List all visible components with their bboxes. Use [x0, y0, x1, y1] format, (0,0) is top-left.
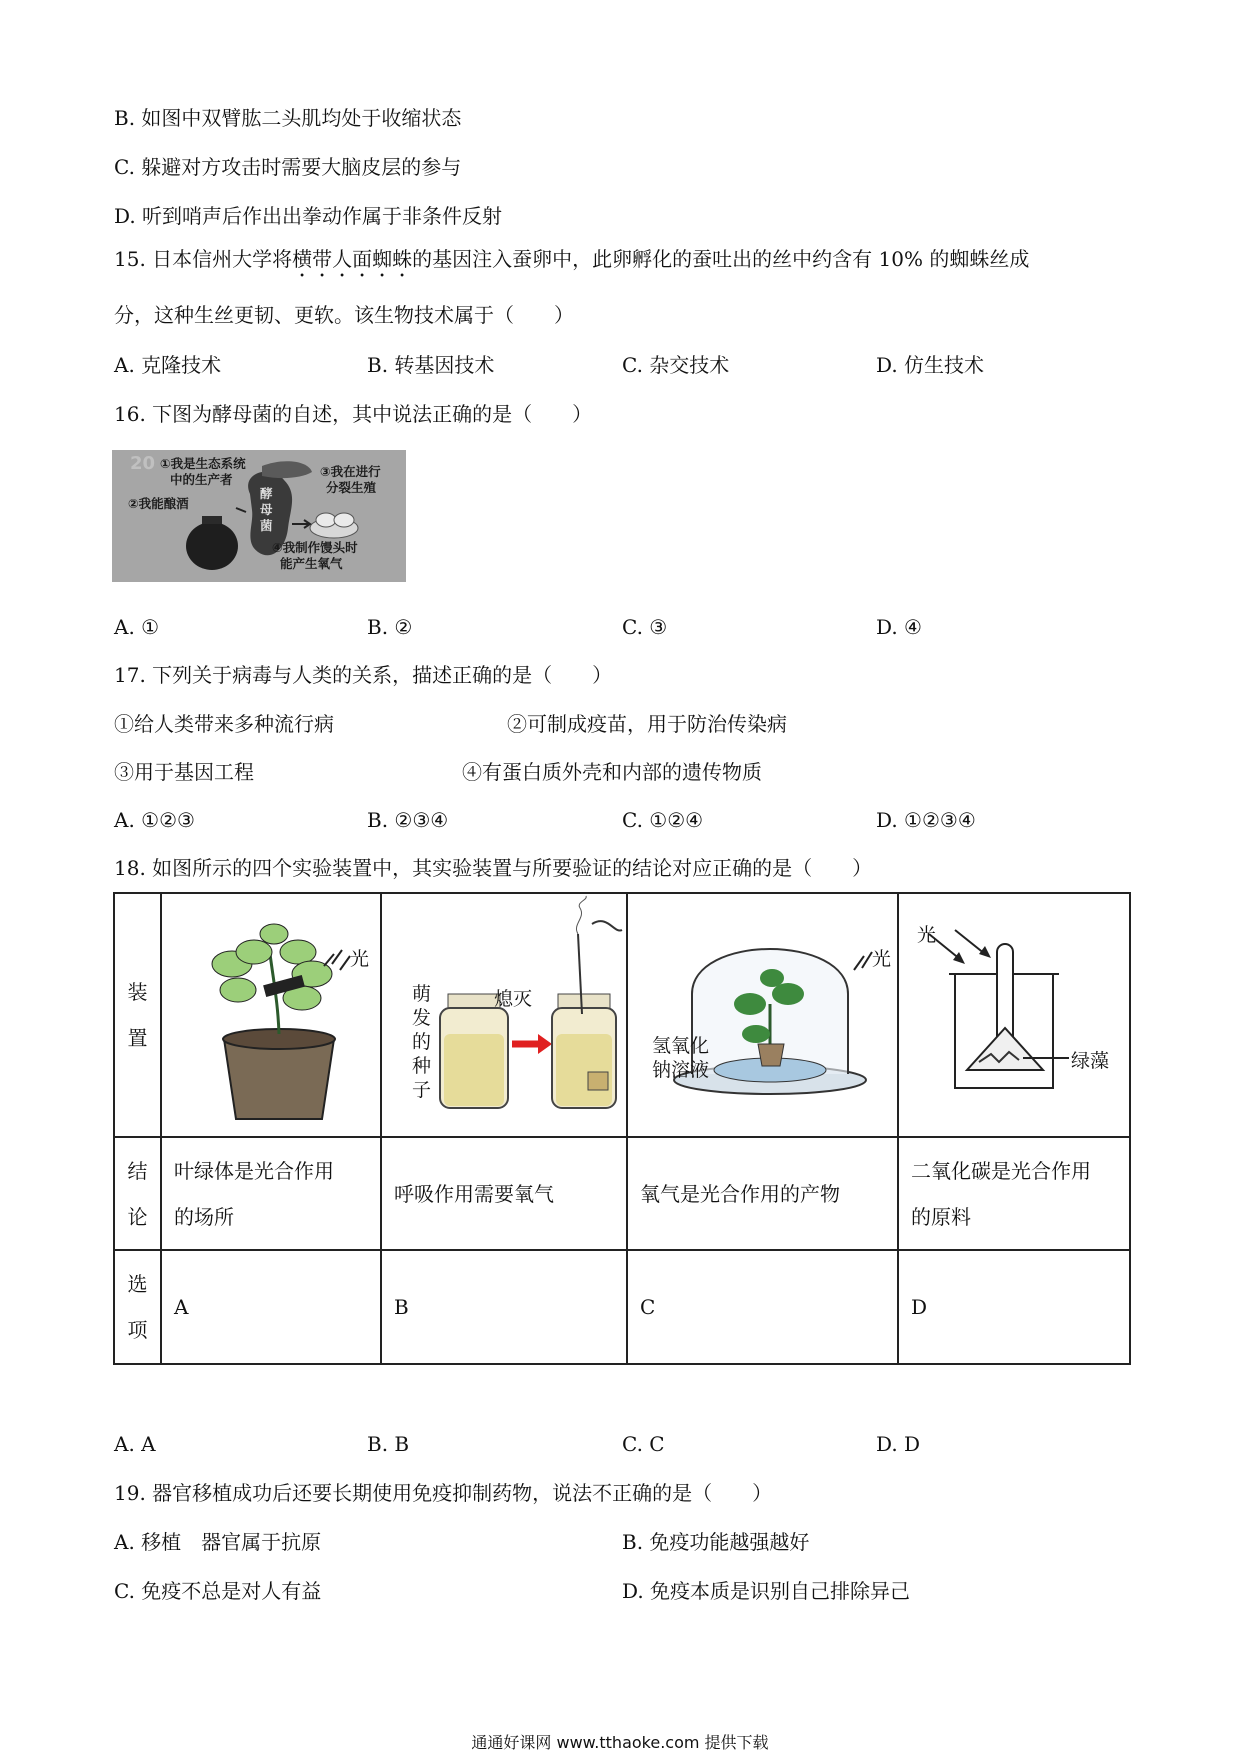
q16-stem: 16. 下图为酵母菌的自述，其中说法正确的是（ ）	[114, 402, 593, 426]
q15-stem-line2: 分，这种生丝更韧、更软。该生物技术属于（ ）	[114, 303, 574, 327]
q19-stem: 19. 器官移植成功后还要长期使用免疫抑制药物，说法不正确的是（ ）	[114, 1481, 773, 1505]
q17-statement-2: ②可制成疫苗，用于防治传染病	[507, 712, 787, 736]
row-label-option-1: 选	[127, 1272, 148, 1296]
q16-option-d: D. ④	[876, 615, 922, 639]
yeast-corner-number: 20	[130, 453, 156, 474]
q15-option-b: B. 转基因技术	[367, 353, 495, 377]
letter-c: C	[627, 1250, 898, 1364]
device-d-figure	[898, 893, 1130, 1137]
naoh-label-1: 氢氧化	[652, 1035, 710, 1057]
q18-option-c: C. C	[622, 1432, 665, 1456]
device-b-figure	[381, 893, 627, 1137]
seed-label-4: 种	[412, 1055, 432, 1077]
q19-option-d: D. 免疫本质是识别自己排除异己	[622, 1579, 911, 1603]
conclusion-a-line1: 叶绿体是光合作用	[174, 1158, 334, 1183]
bell-jar-drawing	[628, 894, 897, 1136]
yeast-center-3: 菌	[260, 518, 273, 533]
seed-label-1: 萌	[412, 983, 432, 1005]
yeast-statement-3a: ③我在进行	[320, 464, 381, 479]
conclusion-d	[898, 1137, 1130, 1250]
seed-label-3: 的	[412, 1031, 432, 1053]
conclusion-b	[381, 1137, 627, 1250]
letter-d: D	[898, 1250, 1130, 1364]
q16-option-c: C. ③	[622, 615, 668, 639]
yeast-center-2: 母	[260, 502, 273, 517]
q17-statement-1: ①给人类带来多种流行病	[114, 712, 334, 736]
q19-option-c: C. 免疫不总是对人有益	[114, 1579, 322, 1603]
q17-statement-3: ③用于基因工程	[114, 760, 254, 784]
yeast-statement-1a: ①我是生态系统	[160, 456, 246, 471]
device-a-light-label: 光	[350, 948, 370, 970]
seed-label-2: 发	[412, 1007, 432, 1029]
row-label-device-1: 装	[127, 980, 148, 1004]
seed-label-5: 子	[412, 1079, 432, 1101]
conclusion-c	[627, 1137, 898, 1250]
q18-option-a: A. A	[114, 1432, 156, 1456]
device-a-figure	[161, 893, 381, 1137]
row-label-option-2: 项	[127, 1318, 148, 1342]
q14-option-c: C. 躲避对方攻击时需要大脑皮层的参与	[114, 155, 462, 179]
conclusion-d-line1: 二氧化碳是光合作用	[911, 1158, 1091, 1183]
row-label-option	[114, 1250, 161, 1364]
letter-a: A	[161, 1250, 381, 1364]
row-label-device-2: 置	[127, 1026, 148, 1050]
experiment-table	[113, 892, 1131, 1365]
q17-option-b: B. ②③④	[367, 808, 449, 832]
q14-option-d: D. 听到哨声后作出出拳动作属于非条件反射	[114, 204, 503, 228]
option-row	[114, 1250, 1130, 1364]
q17-stem: 17. 下列关于病毒与人类的关系，描述正确的是（ ）	[114, 663, 613, 687]
q15-option-a: A. 克隆技术	[114, 353, 222, 377]
yeast-statement-4a: ④我制作馒头时	[272, 540, 358, 555]
yeast-statement-1b: 中的生产者	[170, 472, 233, 487]
q17-statement-4: ④有蛋白质外壳和内部的遗传物质	[462, 760, 762, 784]
conclusion-b-line1: 呼吸作用需要氧气	[394, 1181, 554, 1206]
q15-stem-part2: 的基因注入蚕卵中，此卵孵化的蚕吐出的丝中约含有 10% 的蜘蛛丝成	[412, 247, 1030, 271]
q17-option-c: C. ①②④	[622, 808, 704, 832]
extinguish-label: 熄灭	[494, 988, 533, 1010]
q19-option-a: A. 移植 器官属于抗原	[114, 1530, 322, 1554]
footer-watermark: 通通好课网 www.tthaoke.com 提供下载	[471, 1733, 769, 1752]
q15-stem-part1: 15. 日本信州大学将	[114, 247, 293, 271]
conclusion-c-line1: 氧气是光合作用的产物	[640, 1181, 840, 1206]
algae-label: 绿藻	[1071, 1050, 1110, 1072]
yeast-statement-2: ②我能酿酒	[128, 496, 189, 511]
q15-stem-emphasis: 横带人面蜘蛛	[292, 247, 413, 271]
q17-option-a: A. ①②③	[114, 808, 195, 832]
yeast-statement-3b: 分裂生殖	[326, 480, 377, 495]
conclusion-a-line2: 的场所	[174, 1204, 234, 1229]
conclusion-a	[161, 1137, 381, 1250]
q16-option-b: B. ②	[367, 615, 413, 639]
naoh-label	[652, 1034, 709, 1082]
yeast-statement-4b: 能产生氧气	[280, 556, 343, 571]
seed-label	[412, 982, 431, 1102]
device-c-figure	[627, 893, 898, 1137]
conclusion-row	[114, 1137, 1130, 1250]
device-c-light-label: 光	[872, 948, 892, 970]
q15-option-d: D. 仿生技术	[876, 353, 985, 377]
q18-stem: 18. 如图所示的四个实验装置中，其实验装置与所要验证的结论对应正确的是（ ）	[114, 856, 873, 880]
row-label-device	[114, 893, 161, 1137]
yeast-figure	[112, 450, 406, 582]
q15-option-c: C. 杂交技术	[622, 353, 730, 377]
q17-option-d: D. ①②③④	[876, 808, 976, 832]
q18-option-d: D. D	[876, 1432, 921, 1456]
letter-b: B	[381, 1250, 627, 1364]
plant-pot-drawing	[162, 894, 380, 1136]
row-label-conclusion-1: 结	[127, 1158, 148, 1183]
conclusion-d-line2: 的原料	[911, 1204, 971, 1229]
q19-option-b: B. 免疫功能越强越好	[622, 1530, 810, 1554]
device-row	[114, 893, 1130, 1137]
q15-stem	[114, 246, 1029, 282]
naoh-label-2: 钠溶液	[652, 1059, 710, 1081]
q14-option-b: B. 如图中双臂肱二头肌均处于收缩状态	[114, 106, 462, 130]
device-d-light-label: 光	[917, 924, 937, 946]
q18-option-b: B. B	[367, 1432, 410, 1456]
q16-option-a: A. ①	[114, 615, 160, 639]
yeast-center-1: 酵	[260, 486, 273, 501]
row-label-conclusion-2: 论	[127, 1204, 148, 1229]
row-label-conclusion	[114, 1137, 161, 1250]
